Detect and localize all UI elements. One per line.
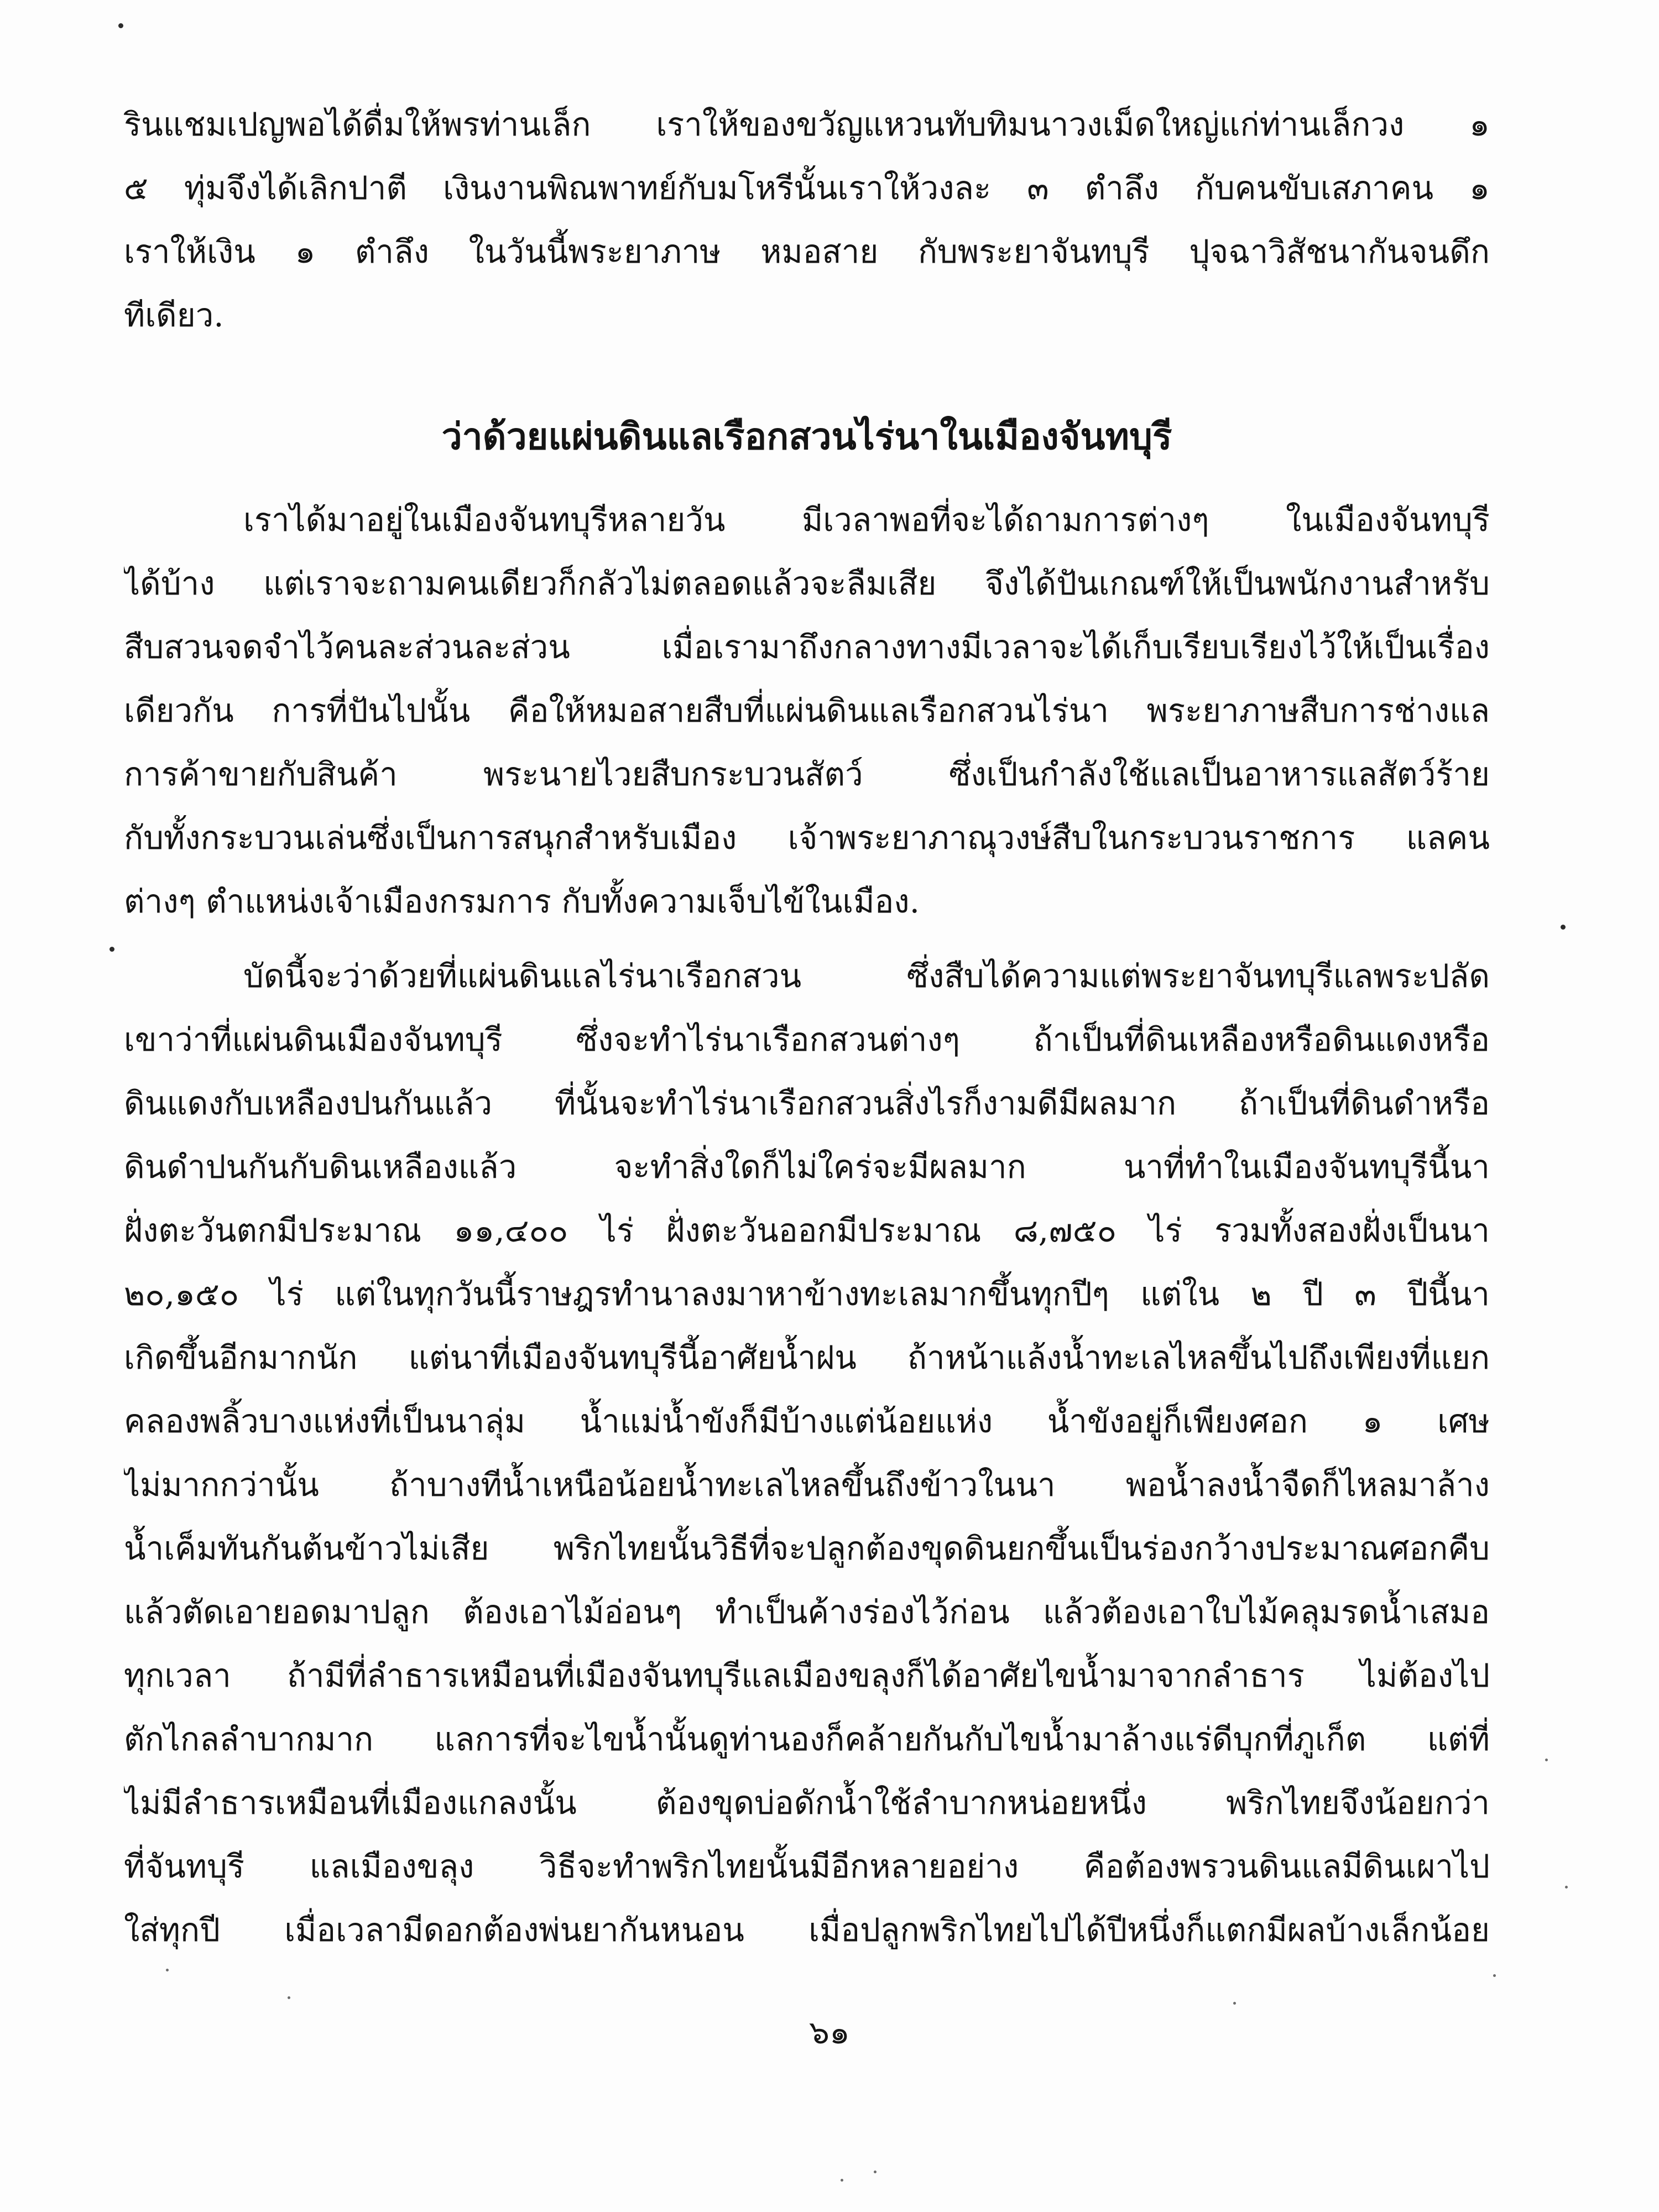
text-line: ไม่มีลำธารเหมือนที่เมืองแกลงนั้น ต้องขุดบ่อดักน้ำใช้ลำบากหน่อยหนึ่ง พริกไทยจึงน้อยกว่า: [124, 1784, 1490, 1822]
text-line: คลองพลิ้วบางแห่งที่เป็นนาลุ่ม น้ำแม่น้ำขังก็มีบ้างแต่น้อยแห่ง น้ำขังอยู่ก็เพียงศอก ๑ เศษ: [124, 1402, 1490, 1440]
scan-speck: [118, 23, 123, 28]
text-line: แล้วตัดเอายอดมาปลูก ต้องเอาไม้อ่อนๆ ทำเป็นค้างร่องไว้ก่อน แล้วต้องเอาใบไม้คลุมรดน้ำเสมอ: [124, 1593, 1490, 1631]
text-line: เราได้มาอยู่ในเมืองจันทบุรีหลายวัน มีเวลาพอที่จะได้ถามการต่างๆ ในเมืองจันทบุรี: [243, 501, 1490, 539]
text-line: ดินดำปนกันกับดินเหลืองแล้ว จะทำสิ่งใดก็ไม่ใคร่จะมีผลมาก นาที่ทำในเมืองจันทบุรีนี้นา: [124, 1148, 1490, 1186]
scan-speck: [874, 2171, 877, 2173]
text-line: ใส่ทุกปี เมื่อเวลามีดอกต้องพ่นยากันหนอน เมื่อปลูกพริกไทยไปได้ปีหนึ่งก็แตกมีผลบ้างเล็กน้อย: [124, 1911, 1490, 1949]
text-line: เราให้เงิน ๑ ตำลึง ในวันนี้พระยาภาษ หมอสาย กับพระยาจันทบุรี ปุจฉาวิสัชนากันจนดึก: [124, 233, 1490, 270]
text-line: ได้บ้าง แต่เราจะถามคนเดียวก็กลัวไม่ตลอดแล้วจะลืมเสีย จึงได้ปันเกณฑ์ให้เป็นพนักงานสำหรับ: [124, 565, 1490, 602]
scan-speck: [841, 2179, 843, 2182]
scan-speck: [288, 1996, 290, 1999]
text-line: ๕ ทุ่มจึงได้เลิกปาตี เงินงานพิณพาทย์กับมโหรีนั้นเราให้วงละ ๓ ตำลึง กับคนขับเสภาคน ๑: [124, 169, 1490, 207]
text-line: ๒๐,๑๕๐ ไร่ แต่ในทุกวันนี้ราษฎรทำนาลงมาหาข้างทะเลมากขึ้นทุกปีๆ แต่ใน ๒ ปี ๓ ปีนี้นา: [124, 1275, 1490, 1313]
text-line: ทุกเวลา ถ้ามีที่ลำธารเหมือนที่เมืองจันทบุรีแลเมืองขลุงก็ได้อาศัยไขน้ำมาจากลำธาร ไม่ต้องไป: [124, 1657, 1490, 1694]
scan-speck: [1561, 925, 1566, 930]
text-line: ต่างๆ ตำแหน่งเจ้าเมืองกรมการ กับทั้งความเจ็บไข้ในเมือง.: [124, 883, 920, 920]
text-line: สืบสวนจดจำไว้คนละส่วนละส่วน เมื่อเรามาถึงกลางทางมีเวลาจะได้เก็บเรียบเรียงไว้ให้เป็นเรื่อง: [124, 628, 1490, 666]
text-line: ฝั่งตะวันตกมีประมาณ ๑๑,๔๐๐ ไร่ ฝั่งตะวันออกมีประมาณ ๘,๗๕๐ ไร่ รวมทั้งสองฝั่งเป็นนา: [124, 1212, 1490, 1249]
text-line: เขาว่าที่แผ่นดินเมืองจันทบุรี ซึ่งจะทำไร่นาเรือกสวนต่างๆ ถ้าเป็นที่ดินเหลืองหรือดินแดงหรือ: [124, 1021, 1490, 1058]
text-line: ไม่มากกว่านั้น ถ้าบางทีน้ำเหนือน้อยน้ำทะเลไหลขึ้นถึงข้าวในนา พอน้ำลงน้ำจืดก็ไหลมาล้าง: [124, 1466, 1490, 1504]
scan-speck: [1565, 1886, 1568, 1888]
text-line: ตักไกลลำบากมาก แลการที่จะไขน้ำนั้นดูท่านองก็คล้ายกันกับไขน้ำมาล้างแร่ดีบุกที่ภูเก็ต แต่ที่: [124, 1720, 1490, 1758]
scan-speck: [1545, 1759, 1548, 1761]
scan-speck: [1493, 1974, 1496, 1977]
text-line: บัดนี้จะว่าด้วยที่แผ่นดินแลไร่นาเรือกสวน ซึ่งสืบได้ความแต่พระยาจันทบุรีแลพระปลัด: [243, 957, 1490, 995]
text-line: รินแชมเปญพอได้ดื่มให้พรท่านเล็ก เราให้ของขวัญแหวนทับทิมนาวงเม็ดใหญ่แก่ท่านเล็กวง ๑: [124, 106, 1490, 143]
page-number: ๖๑: [809, 2013, 850, 2051]
text-line: ทีเดียว.: [124, 296, 224, 334]
scan-speck: [109, 947, 114, 952]
text-line: ที่จันทบุรี แลเมืองขลุง วิธีจะทำพริกไทยนั้นมีอีกหลายอย่าง คือต้องพรวนดินแลมีดินเผาไป: [124, 1848, 1490, 1885]
scan-speck: [1233, 2002, 1236, 2005]
text-line: เดียวกัน การที่ปันไปนั้น คือให้หมอสายสืบที่แผ่นดินแลเรือกสวนไร่นา พระยาภาษสืบการช่างแล: [124, 692, 1490, 729]
scan-speck: [166, 1969, 169, 1971]
text-line: น้ำเค็มทันกันต้นข้าวไม่เสีย พริกไทยนั้นวิธีที่จะปลูกต้องขุดดินยกขึ้นเป็นร่องกว้างประมาณศอกคืบ: [124, 1530, 1490, 1567]
text-line: กับทั้งกระบวนเล่นซึ่งเป็นการสนุกสำหรับเมือง เจ้าพระยาภาณุวงษ์สืบในกระบวนราชการ แลคน: [124, 819, 1490, 857]
text-line: การค้าขายกับสินค้า พระนายไวยสืบกระบวนสัตว์ ซึ่งเป็นกำลังใช้แลเป็นอาหารแลสัตว์ร้าย: [124, 755, 1490, 793]
section-heading: ว่าด้วยแผ่นดินแลเรือกสวนไร่นาในเมืองจันทบุรี: [441, 415, 1172, 458]
text-line: ดินแดงกับเหลืองปนกันแล้ว ที่นั้นจะทำไร่นาเรือกสวนสิ่งไรก็งามดีมีผลมาก ถ้าเป็นที่ดินดำหรือ: [124, 1084, 1490, 1122]
text-line: เกิดขึ้นอีกมากนัก แต่นาที่เมืองจันทบุรีนี้อาศัยน้ำฝน ถ้าหน้าแล้งน้ำทะเลไหลขึ้นไปถึงเพียงที่แยก: [124, 1339, 1490, 1376]
